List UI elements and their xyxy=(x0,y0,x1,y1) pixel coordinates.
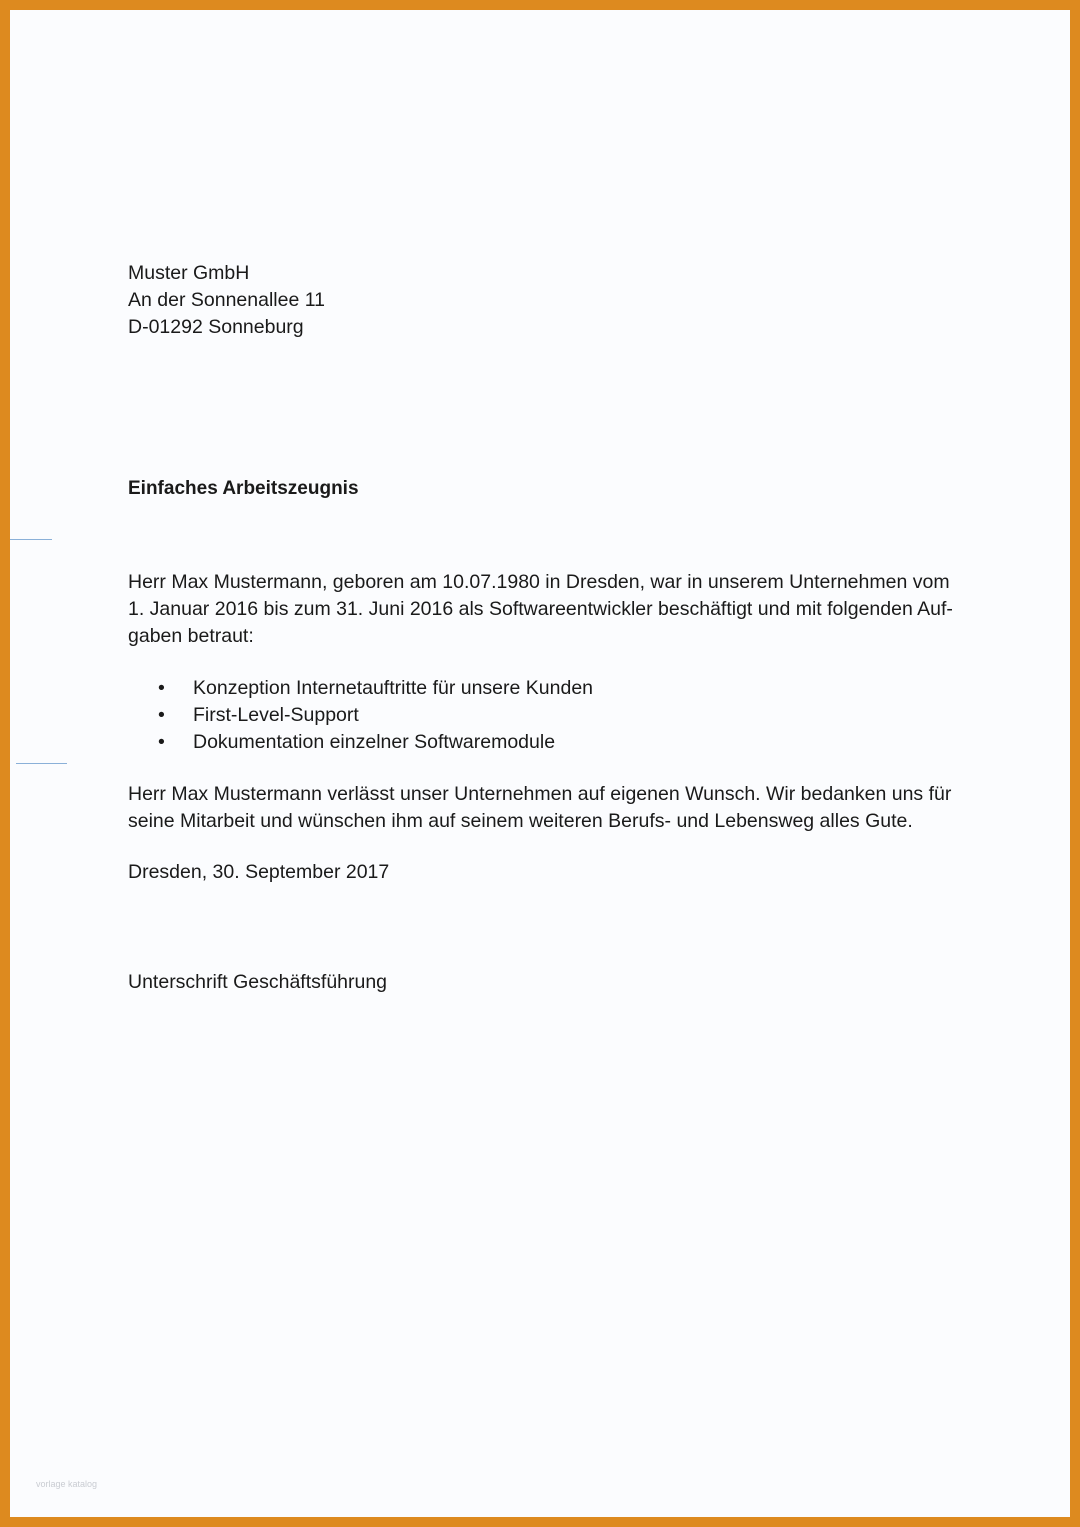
sender-city: D-01292 Sonneburg xyxy=(128,316,304,338)
sender-company: Muster GmbH xyxy=(128,262,250,284)
bullet-icon: • xyxy=(158,704,165,726)
task-list-item xyxy=(158,702,593,729)
document-page xyxy=(10,10,1070,1517)
task-list-item xyxy=(158,729,593,756)
sender-address xyxy=(128,260,325,341)
margin-marker xyxy=(16,763,67,764)
bullet-icon: • xyxy=(158,731,165,753)
intro-paragraph xyxy=(128,569,988,650)
bullet-icon: • xyxy=(158,677,165,699)
signature-line: Unterschrift Geschäftsführung xyxy=(128,971,388,993)
margin-marker xyxy=(10,539,52,540)
closing-line: seine Mitarbeit und wünschen ihm auf seinem weiteren Berufs- und Lebensweg alles Gute. xyxy=(128,810,913,832)
document-subject: Einfaches Arbeitszeugnis xyxy=(128,478,359,499)
task-label: Konzeption Internetauftritte für unsere Kunden xyxy=(193,677,594,699)
task-list-item xyxy=(158,675,593,702)
intro-line: Herr Max Mustermann, geboren am 10.07.1980 in Dresden, war in unserem Unternehmen vom xyxy=(128,571,950,593)
task-label: Dokumentation einzelner Softwaremodule xyxy=(193,731,556,753)
intro-line: gaben betraut: xyxy=(128,625,254,647)
closing-line: Herr Max Mustermann verlässt unser Unternehmen auf eigenen Wunsch. Wir bedanken uns für xyxy=(128,783,952,805)
closing-paragraph xyxy=(128,781,988,835)
watermark: vorlage katalog xyxy=(36,1479,98,1489)
task-label: First-Level-Support xyxy=(193,704,359,726)
place-date: Dresden, 30. September 2017 xyxy=(128,861,390,883)
task-list xyxy=(158,675,593,756)
sender-street: An der Sonnenallee 11 xyxy=(128,289,325,311)
intro-line: 1. Januar 2016 bis zum 31. Juni 2016 als Softwareentwickler beschäftigt und mit folgenden Auf- xyxy=(128,598,953,620)
